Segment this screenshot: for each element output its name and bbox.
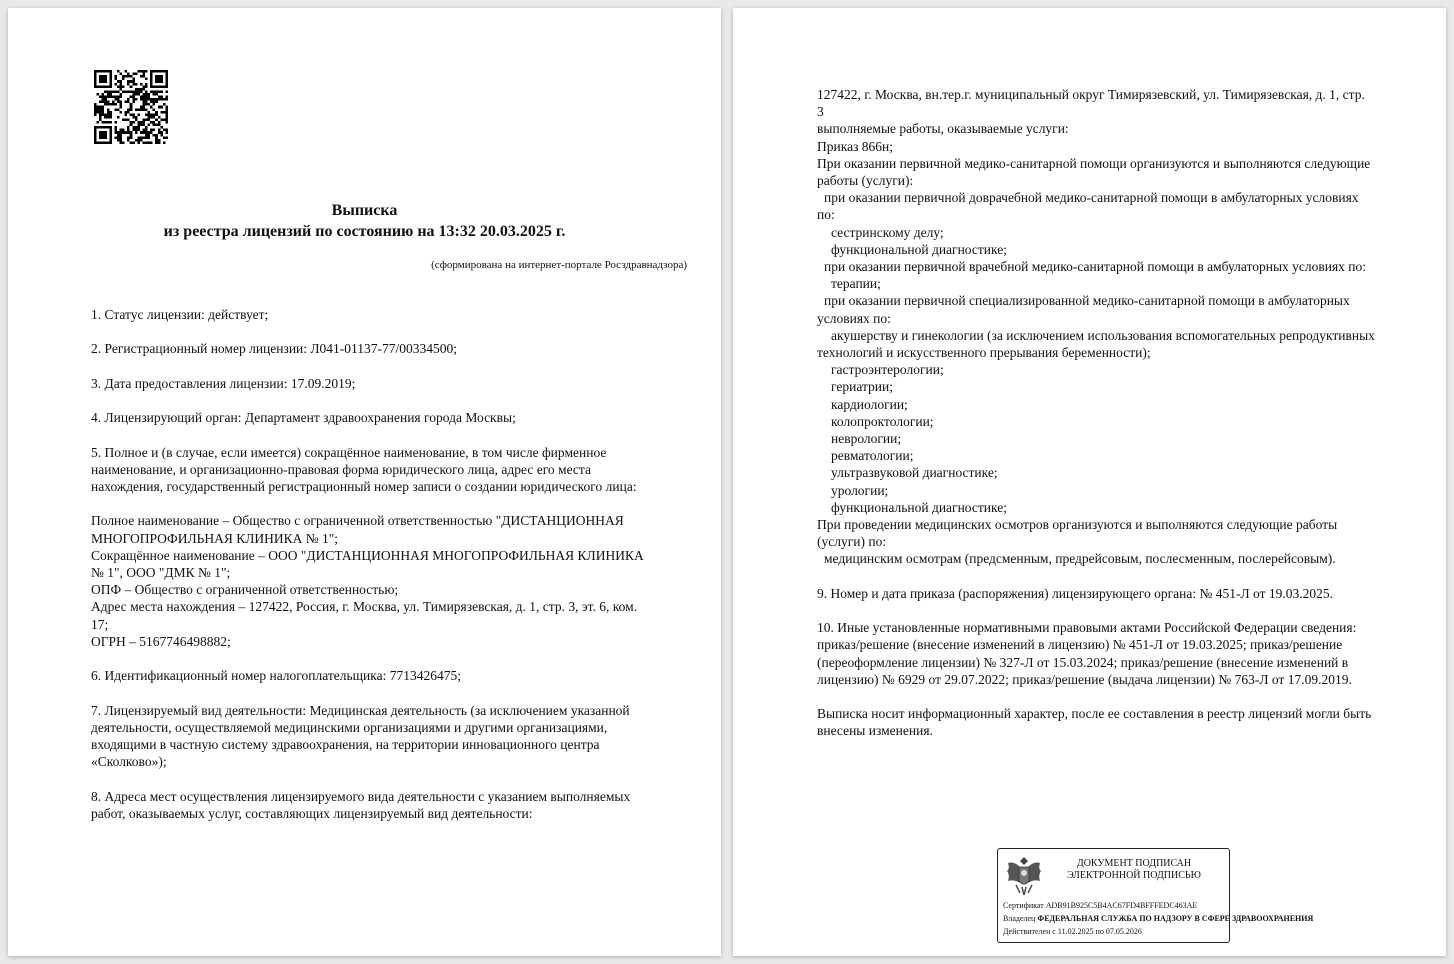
other-info-line: лицензию) № 6929 от 29.07.2022; приказ/решение (выдача лицензии) № 763-Л от 17.09.2019. <box>817 671 1352 687</box>
owner-name: ФЕДЕРАЛЬНАЯ СЛУЖБА ПО НАДЗОРУ В СФЕРЕ ЗДРАВООХРАНЕНИЯ <box>1037 914 1314 923</box>
service-group: при оказании первичной врачебной медико-санитарной помощи в амбулаторных условиях по: <box>824 259 1367 275</box>
source-note: (сформирована на интернет-портале Росздравнадзора) <box>431 259 687 271</box>
certificate-number: ADB91B925C5B4AC67FD4BFFFEDC463AE <box>1045 901 1198 910</box>
service-item: колопроктологии; <box>831 413 934 429</box>
license-issue-date: 3. Дата предоставления лицензии: 17.09.2019; <box>91 375 356 391</box>
full-name-line: Полное наименование – Общество с ограниченной ответственностью "ДИСТАНЦИОННАЯ <box>91 513 624 529</box>
place-address-line: 3 <box>817 104 824 120</box>
other-info-line: (переоформление лицензии) № 327-Л от 15.03.2024; приказ/решение (внесение изменений в <box>817 654 1349 670</box>
primary-care-intro: При оказании первичной медико-санитарной помощи организуются и выполняются следующие <box>817 155 1371 171</box>
document-page-2 <box>733 8 1446 956</box>
service-item: медицинским осмотрам (предсменным, предрейсовым, послесменным, послерейсовым). <box>824 551 1336 567</box>
service-item: терапии; <box>831 276 881 292</box>
activity-line: «Сколково»); <box>91 754 167 770</box>
service-item: урологии; <box>831 482 889 498</box>
service-item: технологий и искусственного прерывания беременности); <box>817 345 1151 361</box>
document-page-1 <box>8 8 721 956</box>
names-intro-line: 5. Полное и (в случае, если имеется) сокращённое наименование, в том числе фирменное <box>91 444 607 460</box>
title-line-2: из реестра лицензий по состоянию на 13:32 20.03.2025 г. <box>163 223 566 240</box>
names-intro-line: нахождения, государственный регистрационный номер записи о создании юридического лица: <box>91 478 637 494</box>
service-item: гастроэнтерологии; <box>831 362 944 378</box>
order-line: Приказ 866н; <box>817 138 894 154</box>
service-item: кардиологии; <box>831 396 908 412</box>
certificate-label: Сертификат <box>1003 901 1044 910</box>
inn-line: 6. Идентификационный номер налогоплательщика: 7713426475; <box>91 668 461 684</box>
address-line: 17; <box>91 616 109 632</box>
service-item: неврологии; <box>831 431 902 447</box>
full-name-line: МНОГОПРОФИЛЬНАЯ КЛИНИКА № 1"; <box>91 530 339 546</box>
license-reg-number: 2. Регистрационный номер лицензии: Л041-01137-77/00334500; <box>91 341 458 357</box>
service-group: при оказании первичной доврачебной медико-санитарной помощи в амбулаторных условиях <box>824 190 1359 206</box>
service-item: ультразвуковой диагностике; <box>831 465 998 481</box>
validity-line: Действителен с 11.02.2025 по 07.05.2026 <box>1003 927 1142 936</box>
stamp-title-line: ЭЛЕКТРОННОЙ ПОДПИСЬЮ <box>1067 870 1201 881</box>
service-item: ревматологии; <box>831 448 914 464</box>
activity-line: 7. Лицензируемый вид деятельности: Медицинская деятельность (за исключением указанной <box>91 702 630 718</box>
service-group: по: <box>817 207 835 223</box>
service-item: функциональной диагностике; <box>831 241 1007 257</box>
electronic-signature-stamp <box>997 848 1314 943</box>
licensing-authority: 4. Лицензирующий орган: Департамент здравоохранения города Москвы; <box>91 410 516 426</box>
stamp-title-line: ДОКУМЕНТ ПОДПИСАН <box>1076 858 1192 869</box>
order-number-line: 9. Номер и дата приказа (распоряжения) лицензирующего органа: № 451-Л от 19.03.2025. <box>817 585 1333 601</box>
title-line-1: Выписка <box>331 202 398 219</box>
address-line: Адрес места нахождения – 127422, Россия, г. Москва, ул. Тимирязевская, д. 1, стр. 3, эт. 6, ком. <box>91 599 638 615</box>
coat-of-arms-icon <box>1004 853 1044 899</box>
short-name-line: Сокращённое наименование – ООО "ДИСТАНЦИОННАЯ МНОГОПРОФИЛЬНАЯ КЛИНИКА <box>91 547 644 563</box>
places-line: работ, оказываемых услуг, составляющих лицензируемый вид деятельности: <box>91 805 533 821</box>
license-status: 1. Статус лицензии: действует; <box>91 307 269 322</box>
service-item: гериатрии; <box>831 379 893 395</box>
ogrn-line: ОГРН – 5167746498882; <box>91 633 231 649</box>
service-item: акушерству и гинекологии (за исключением использования вспомогательных репродуктивных <box>831 327 1375 343</box>
disclaimer-line: внесены изменения. <box>817 723 933 739</box>
license-details-continued <box>817 86 1413 740</box>
service-group: условиях по: <box>817 310 891 326</box>
document-title <box>8 200 721 242</box>
primary-care-intro: работы (услуги): <box>817 173 914 189</box>
works-label: выполняемые работы, оказываемые услуги: <box>817 121 1069 137</box>
place-address-line: 127422, г. Москва, вн.тер.г. муниципальный округ Тимирязевский, ул. Тимирязевская, д. 1, стр. <box>817 87 1365 102</box>
activity-line: деятельности, осуществляемой медицинскими организациями и другими организациями, <box>91 719 608 735</box>
license-details <box>91 306 691 822</box>
exams-intro: При проведении медицинских осмотров организуются и выполняются следующие работы <box>817 517 1338 533</box>
certificate-line <box>1003 900 1197 912</box>
service-item: сестринскому делу; <box>831 224 944 240</box>
other-info-line: 10. Иные установленные нормативными правовыми актами Российской Федерации сведения: <box>817 620 1357 636</box>
service-item: функциональной диагностике; <box>831 499 1007 515</box>
opf-line: ОПФ – Общество с ограниченной ответственностью; <box>91 582 399 598</box>
names-intro-line: наименование, и организационно-правовая форма юридического лица, адрес его места <box>91 461 591 477</box>
other-info-line: приказ/решение (внесение изменений в лицензию) № 451-Л от 19.03.2025; приказ/решение <box>817 637 1343 653</box>
exams-intro: (услуги) по: <box>817 534 887 550</box>
disclaimer-line: Выписка носит информационный характер, после ее составления в реестр лицензий могли быть <box>817 706 1372 722</box>
owner-line <box>1003 913 1313 925</box>
stamp-title <box>1046 858 1222 882</box>
short-name-line: № 1", ООО "ДМК № 1"; <box>91 564 231 580</box>
service-group: при оказании первичной специализированной медико-санитарной помощи в амбулаторных <box>824 293 1350 309</box>
qr-code <box>94 70 168 144</box>
owner-label: Владелец <box>1003 914 1036 923</box>
activity-line: входящими в частную систему здравоохранения, на территории инновационного центра <box>91 736 600 752</box>
places-line: 8. Адреса мест осуществления лицензируемого вида деятельности с указанием выполняемых <box>91 788 631 804</box>
